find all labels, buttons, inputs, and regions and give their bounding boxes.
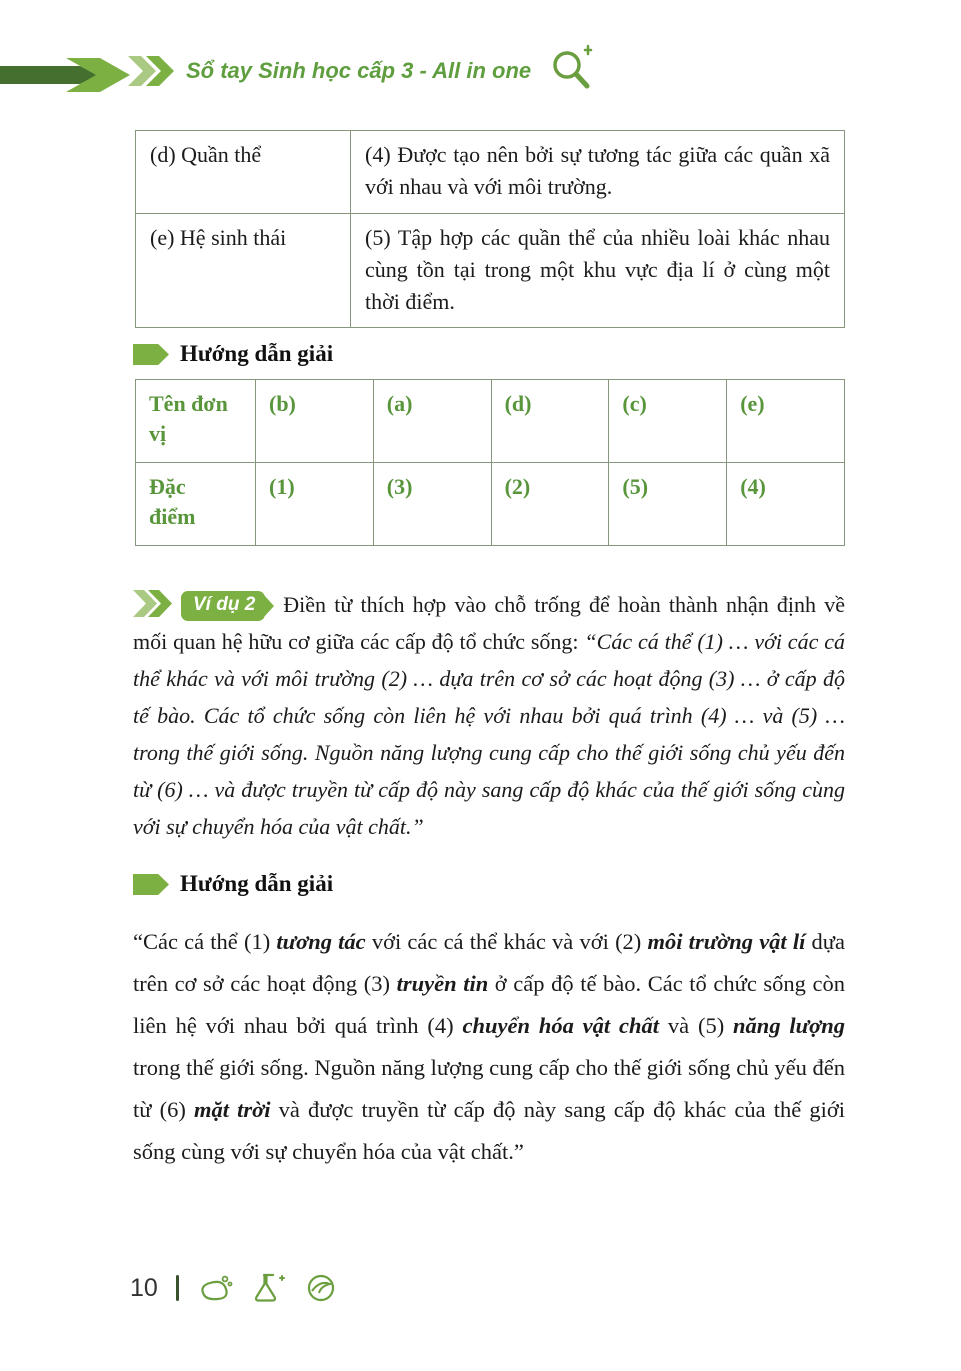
- answer-cell: (1): [256, 463, 374, 546]
- arrow-tag-icon: [133, 344, 169, 365]
- solution-heading-label: Hướng dẫn giải: [180, 871, 334, 897]
- answer-cell: (a): [373, 380, 491, 463]
- example-2-paragraph: [133, 586, 845, 845]
- definition-cell: (5) Tập hợp các quần thể của nhiều loài khác nhau cùng tồn tại trong một khu vực địa lí ở cùng một thời điểm.: [351, 213, 845, 328]
- solution-heading: [133, 871, 961, 897]
- petri-dish-icon: [303, 1272, 339, 1304]
- table-row: [136, 213, 845, 328]
- solution-2-paragraph: “Các cá thể (1) tương tác với các cá thể khác và với (2) môi trường vật lí dựa trên cơ sở các hoạt động (3) truyền tin ở cấp độ tế bào. Các tổ chức sống còn liên hệ với nhau bởi quá trình (4) chuyển hóa vật chất và (5) năng lượng trong thế giới sống. Nguồn năng lượng cung cấp cho thế giới sống chủ yếu đến từ (6) mặt trời và được truyền từ cấp độ này sang cấp độ khác của thế giới sống cùng với sự chuyển hóa của vật chất.”: [133, 929, 845, 1165]
- answer-cell: (e): [727, 380, 845, 463]
- page-number: 10: [130, 1273, 158, 1302]
- arrow-tag-icon: [133, 874, 169, 895]
- double-chevron-icon: [128, 56, 176, 86]
- answer-cell: (5): [609, 463, 727, 546]
- table-row: [136, 131, 845, 214]
- answer-table: [135, 379, 845, 546]
- definition-cell: (4) Được tạo nên bởi sự tương tác giữa các quần xã với nhau và với môi trường.: [351, 131, 845, 214]
- answer-cell: (c): [609, 380, 727, 463]
- answer-cell: (3): [373, 463, 491, 546]
- row-header-cell: Tên đơn vị: [136, 380, 256, 463]
- answer-cell: (b): [256, 380, 374, 463]
- magnifier-icon: [548, 44, 600, 92]
- solution-heading-label: Hướng dẫn giải: [180, 341, 334, 367]
- row-header-cell: Đặc điểm: [136, 463, 256, 546]
- example-badge: [181, 591, 265, 621]
- book-title: Sổ tay Sinh học cấp 3 - All in one: [186, 58, 532, 83]
- flask-icon: [251, 1272, 287, 1304]
- double-chevron-icon: [133, 592, 173, 617]
- term-cell: (e) Hệ sinh thái: [136, 213, 351, 328]
- term-cell: (d) Quần thể: [136, 131, 351, 214]
- answer-cell: (d): [491, 380, 609, 463]
- table-row: [136, 463, 845, 546]
- cell-icon: [197, 1273, 235, 1303]
- example-2-text: Điền từ thích hợp vào chỗ trống để hoàn thành nhận định về mối quan hệ hữu cơ giữa các cấp độ tổ chức sống: “Các cá thể (1) … với các cá thể khác và với môi trường (2) … dựa trên cơ sở các hoạt động (3) … ở cấp độ tế bào. Các tổ chức sống còn liên hệ với nhau bởi quá trình (4) … và (5) … trong thế giới sống. Nguồn năng lượng cung cấp cho thế giới sống chủ yếu đến từ (6) … và được truyền từ cấp độ này sang cấp độ khác của thế giới sống cùng với sự chuyển hóa của vật chất.”: [133, 592, 845, 840]
- page-footer: [130, 1272, 339, 1304]
- page-header: [0, 50, 961, 96]
- ribbon-decoration: [0, 58, 132, 92]
- example-badge-label: Ví dụ 2: [193, 594, 256, 616]
- answer-cell: (2): [491, 463, 609, 546]
- table-row: [136, 380, 845, 463]
- footer-divider: [176, 1275, 179, 1301]
- solution-heading: [133, 341, 961, 367]
- matching-table: [135, 130, 845, 328]
- answer-cell: (4): [727, 463, 845, 546]
